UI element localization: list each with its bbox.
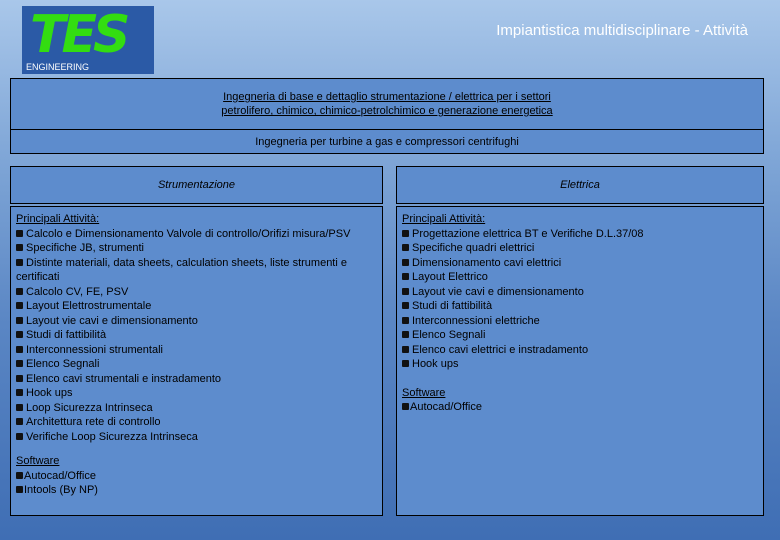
instrumentation-software-title: Software [16,455,60,467]
list-item-label: Studi di fattibilità [412,300,493,312]
square-bullet-icon [402,273,409,280]
sectors-box [10,78,764,130]
square-bullet-icon [16,317,23,324]
company-logo [22,6,154,74]
list-item-label: Elenco cavi strumentali e instradamento [26,372,222,385]
list-item-label: Elenco Segnali [412,329,486,341]
list-item-label: Specifiche quadri elettrici [412,242,535,254]
list-item-label: Elenco Segnali [26,358,100,370]
list-item-label: Interconnessioni strumentali [26,343,163,356]
list-item-label: Loop Sicurezza Intrinseca [26,401,153,414]
list-item-label: Calcolo CV, FE, PSV [26,285,129,298]
instrumentation-panel [10,206,383,516]
list-item [402,285,759,300]
list-item-label: Progettazione elettrica BT e Verifiche D.L.37/08 [412,227,644,240]
list-item [16,386,378,401]
list-item [402,400,759,415]
square-bullet-icon [16,288,23,295]
list-item-label: Interconnessioni elettriche [412,314,540,327]
list-item [402,299,759,314]
list-item-label: Calcolo e Dimensionamento Valvole di controllo/Orifizi misura/PSV [26,227,351,240]
square-bullet-icon [16,433,23,440]
list-item [16,241,378,256]
list-item [402,328,759,343]
instrumentation-software-list [16,469,378,498]
list-item [16,227,378,242]
electrical-activities-title: Principali Attività: [402,213,486,225]
list-item-label: Hook ups [26,387,73,399]
list-item [16,328,378,343]
sectors-line-1: Ingegneria di base e dettaglio strumentazione / elettrica per i settori [223,91,551,103]
list-item-label: Studi di fattibilità [26,329,107,341]
list-item [402,241,759,256]
list-item [16,372,378,387]
square-bullet-icon [16,346,23,353]
logo-subtitle: ENGINEERING [26,62,90,72]
list-item [402,357,759,372]
list-item [16,256,378,285]
list-item [402,270,759,285]
list-item-label: Architettura rete di controllo [26,416,161,428]
square-bullet-icon [16,472,23,479]
square-bullet-icon [402,317,409,324]
square-bullet-icon [16,375,23,382]
square-bullet-icon [16,360,23,367]
list-item [16,285,378,300]
page-title: Impiantistica multidisciplinare - Attività [496,22,748,39]
list-item-label: Dimensionamento cavi elettrici [412,256,562,269]
electrical-header [396,166,764,204]
list-item [16,299,378,314]
list-item [16,469,378,484]
square-bullet-icon [402,244,409,251]
list-item-label: Distinte materiali, data sheets, calculation sheets, liste strumenti e certificati [16,256,347,283]
list-item-label: Layout Elettrico [412,271,488,283]
list-item-label: Elenco cavi elettrici e instradamento [412,343,589,356]
square-bullet-icon [16,418,23,425]
square-bullet-icon [16,486,23,493]
list-item [16,415,378,430]
list-item [402,256,759,271]
square-bullet-icon [402,360,409,367]
list-item-label: Layout vie cavi e dimensionamento [412,285,584,298]
list-item [16,430,378,445]
square-bullet-icon [16,244,23,251]
instrumentation-activities-list [16,227,378,445]
list-item-label: Layout Elettrostrumentale [26,300,152,312]
list-item [16,401,378,416]
list-item-label: Autocad/Office [24,469,96,482]
list-item [402,227,759,242]
turbines-text: Ingegneria per turbine a gas e compressori centrifughi [255,135,519,148]
electrical-header-label: Elettrica [560,179,600,191]
square-bullet-icon [402,331,409,338]
instrumentation-activities-title: Principali Attività: [16,213,100,225]
electrical-software-list [402,400,759,415]
electrical-software-title: Software [402,386,446,399]
square-bullet-icon [16,331,23,338]
electrical-activities-list [402,227,759,372]
square-bullet-icon [16,230,23,237]
list-item [16,314,378,329]
list-item-label: Specifiche JB, strumenti [26,242,144,254]
list-item [402,343,759,358]
list-item-label: Hook ups [412,358,459,370]
list-item [16,343,378,358]
square-bullet-icon [402,346,409,353]
square-bullet-icon [16,259,23,266]
list-item-label: Verifiche Loop Sicurezza Intrinseca [26,430,198,443]
electrical-panel [396,206,764,516]
list-item-label: Intools (By NP) [24,484,98,496]
square-bullet-icon [16,302,23,309]
sectors-line-2: petrolifero, chimico, chimico-petrolchimico e generazione energetica [221,105,553,117]
square-bullet-icon [402,288,409,295]
square-bullet-icon [16,389,23,396]
turbines-box [10,130,764,154]
list-item [16,357,378,372]
square-bullet-icon [402,302,409,309]
list-item-label: Layout vie cavi e dimensionamento [26,314,198,327]
instrumentation-header-label: Strumentazione [157,179,236,191]
list-item [402,314,759,329]
instrumentation-header [10,166,383,204]
square-bullet-icon [402,403,409,410]
square-bullet-icon [402,230,409,237]
list-item-label: Autocad/Office [410,401,482,413]
square-bullet-icon [16,404,23,411]
logo-letters: TES [30,5,127,65]
square-bullet-icon [402,259,409,266]
list-item [16,483,378,498]
